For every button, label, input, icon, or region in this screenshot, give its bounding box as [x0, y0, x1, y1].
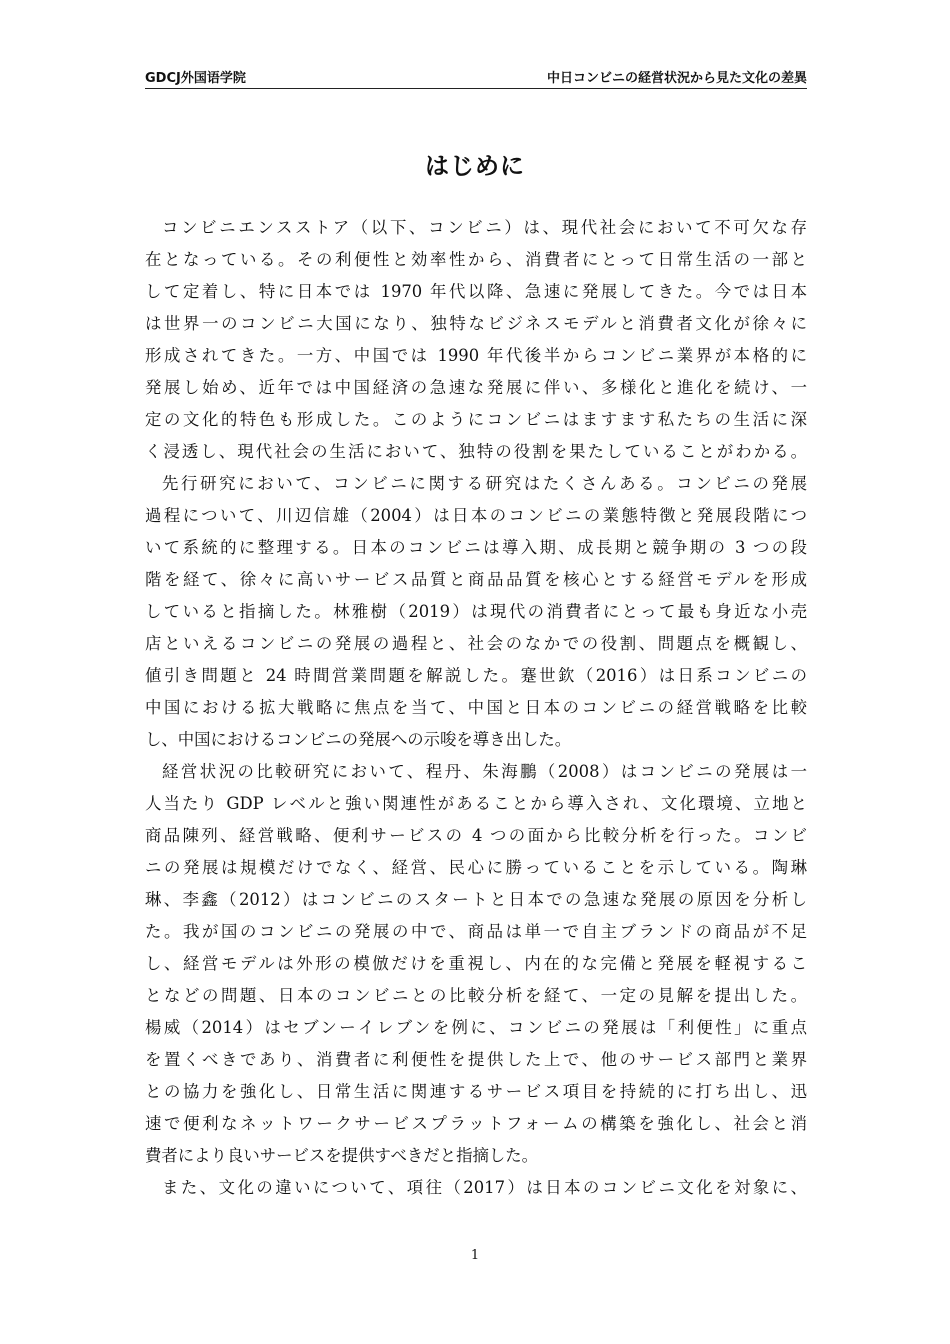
- text-line: 中国における拡大戦略に焦点を当て、中国と日本のコンビニの経営戦略を比較: [145, 698, 807, 717]
- header-document-title: 中日コンビニの経営状況から見た文化の差異: [546, 71, 807, 86]
- text-line: コンビニエンスストア（以下、コンビニ）は、現代社会において不可欠な存: [162, 218, 807, 237]
- text-line: し、経営モデルは外形の模倣だけを重視し、内在的な完備と発展を軽視するこ: [145, 954, 807, 973]
- text-line: く浸透し、現代社会の生活において、独特の役割を果たしていることがわかる。: [145, 442, 807, 461]
- text-line: していると指摘した。林雅樹（2019）は現代の消費者にとって最も身近な小売: [145, 602, 807, 621]
- text-line: 在となっている。その利便性と効率性から、消費者にとって日常生活の一部と: [145, 250, 807, 269]
- text-line: となどの問題、日本のコンビニとの比較分析を経て、一定の見解を提出した。: [145, 986, 807, 1005]
- text-line: また、文化の違いについて、項往（2017）は日本のコンビニ文化を対象に、: [162, 1178, 807, 1197]
- text-line: 店といえるコンビニの発展の過程と、社会のなかでの役割、問題点を概観し、: [145, 634, 807, 653]
- body-text: [145, 212, 807, 1204]
- text-line: 速で便利なネットワークサービスプラットフォームの構築を強化し、社会と消: [145, 1114, 807, 1133]
- text-line: は世界一のコンビニ大国になり、独特なビジネスモデルと消費者文化が徐々に: [145, 314, 807, 333]
- text-line: 階を経て、徐々に高いサービス品質と商品品質を核心とする経営モデルを形成: [145, 570, 807, 589]
- page-header: [145, 64, 807, 89]
- text-line: 定の文化的特色も形成した。このようにコンビニはますます私たちの生活に深: [145, 410, 807, 429]
- text-line: いて系統的に整理する。日本のコンビニは導入期、成長期と競争期の 3 つの段: [145, 538, 807, 557]
- text-line: 商品陳列、経営戦略、便利サービスの 4 つの面から比較分析を行った。コンビ: [145, 826, 807, 845]
- text-line: 費者により良いサービスを提供すべきだと指摘した。: [145, 1146, 539, 1165]
- text-line: し、中国におけるコンビニの発展への示唆を導き出した。: [145, 730, 572, 749]
- section-title: はじめに: [425, 152, 525, 180]
- text-line: して定着し、特に日本では 1970 年代以降、急速に発展してきた。今では日本: [145, 282, 807, 301]
- text-line: 発展し始め、近年では中国経済の急速な発展に伴い、多様化と進化を続け、一: [145, 378, 807, 397]
- text-line: 値引き問題と 24 時間営業問題を解説した。蹇世欽（2016）は日系コンビニの: [145, 666, 807, 685]
- text-line: 楊威（2014）はセブンーイレブンを例に、コンビニの発展は「利便性」に重点: [145, 1018, 807, 1037]
- header-institution: GDCJ外国语学院: [145, 71, 246, 86]
- text-line: との協力を強化し、日常生活に関連するサービス項目を持続的に打ち出し、迅: [145, 1082, 807, 1101]
- text-line: 経営状況の比較研究において、程丹、朱海鵬（2008）はコンビニの発展は一: [162, 762, 807, 781]
- text-line: 人当たり GDP レベルと強い関連性があることから導入され、文化環境、立地と: [145, 794, 807, 813]
- text-line: た。我が国のコンビニの発展の中で、商品は単一で自主ブランドの商品が不足: [145, 922, 807, 941]
- text-line: 過程について、川辺信雄（2004）は日本のコンビニの業態特徴と発展段階につ: [145, 506, 807, 525]
- text-line: ニの発展は規模だけでなく、経営、民心に勝っていることを示している。陶琳: [145, 858, 807, 877]
- text-line: 琳、李鑫（2012）はコンビニのスタートと日本での急速な発展の原因を分析し: [145, 890, 807, 909]
- text-line: を置くべきであり、消費者に利便性を提供した上で、他のサービス部門と業界: [145, 1050, 807, 1069]
- text-line: 先行研究において、コンビニに関する研究はたくさんある。コンビニの発展: [162, 474, 807, 493]
- text-line: 形成されてきた。一方、中国では 1990 年代後半からコンビニ業界が本格的に: [145, 346, 807, 365]
- page-number: 1: [470, 1248, 480, 1263]
